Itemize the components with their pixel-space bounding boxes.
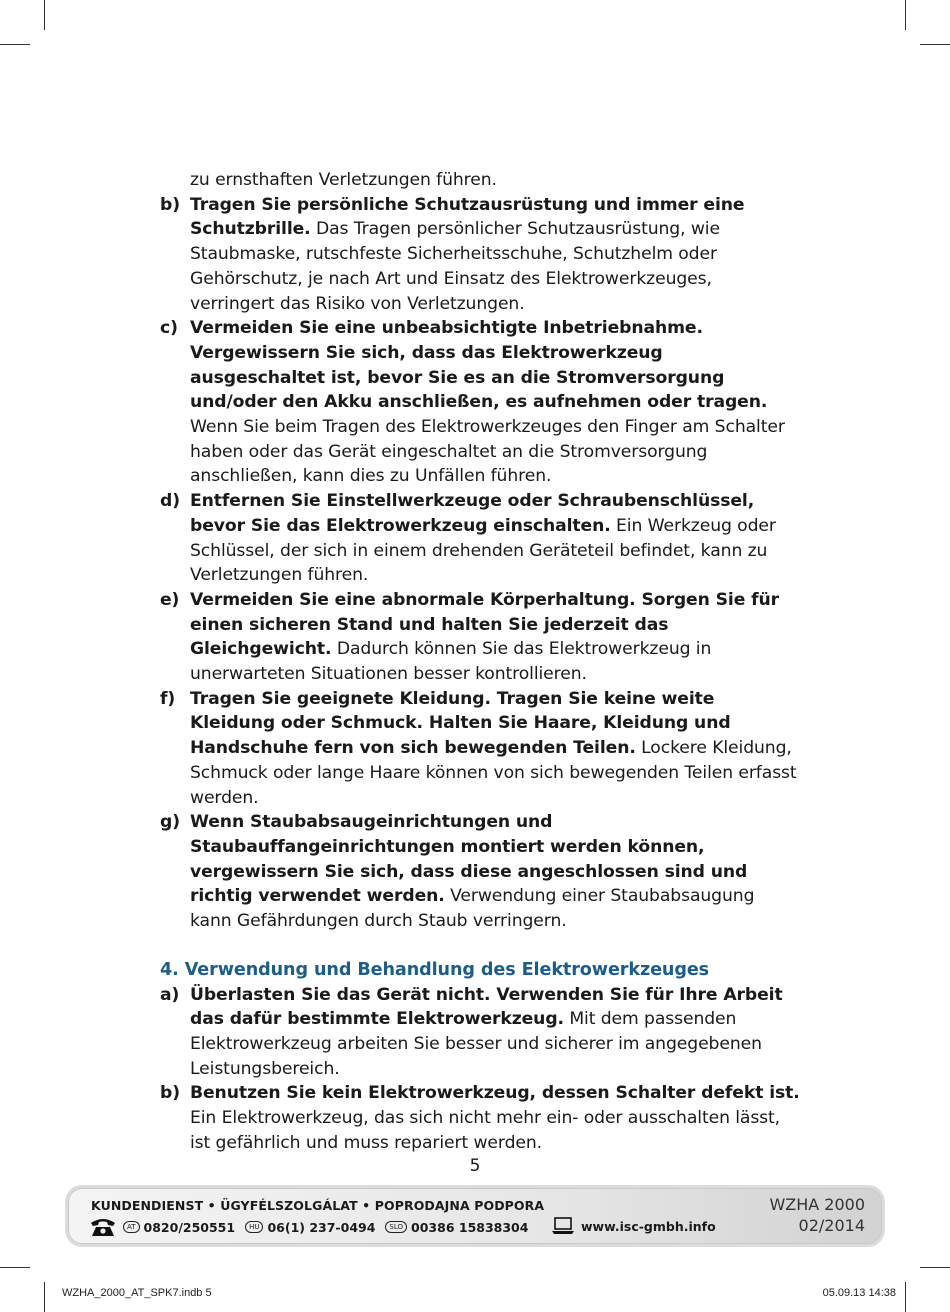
- list-item: [160, 1081, 800, 1155]
- crop-mark: [0, 1267, 30, 1268]
- item-label: d): [160, 491, 180, 512]
- section-list: [160, 983, 800, 1156]
- item-text: Ein Elektrowerkzeug, das sich nicht mehr ein- oder ausschalten lässt, ist gefährlich und muss repariert werden.: [190, 1108, 781, 1153]
- safety-list: [160, 193, 800, 934]
- crop-mark: [905, 1282, 906, 1312]
- print-slug-timestamp: 05.09.13 14:38: [822, 1287, 896, 1299]
- item-text: Lockere Kleidung, Schmuck oder lange Haare können von sich bewegenden Teilen erfasst werden.: [190, 738, 797, 808]
- list-item: [160, 193, 800, 317]
- phone-row: [89, 1217, 528, 1237]
- website-row: [551, 1217, 716, 1235]
- phone-number: 06(1) 237-0494: [267, 1219, 376, 1235]
- item-bold: Tragen Sie geeignete Kleidung. Tragen Sie keine weite Kleidung oder Schmuck. Halten Sie Haare, Kleidung und Handschuhe fern von sich bewegenden Teilen.: [190, 688, 731, 759]
- country-badge: AT: [123, 1221, 140, 1233]
- item-label: c): [160, 318, 178, 339]
- item-bold: Vermeiden Sie eine abnormale Körperhaltung. Sorgen Sie für einen sicheren Stand und halten Sie jederzeit das Gleichgewicht.: [190, 589, 780, 660]
- model-date: 02/2014: [798, 1216, 865, 1235]
- item-label: g): [160, 812, 180, 833]
- item-bold: Wenn Staubabsaugeinrichtungen und Staubauffangeinrichtungen montiert werden können, vergewissern Sie sich, dass diese angeschlossen sind und richtig verwendet werden.: [190, 812, 748, 907]
- intro-line: zu ernsthaften Verletzungen führen.: [190, 170, 497, 190]
- list-item: [160, 588, 800, 687]
- list-item: [160, 316, 800, 489]
- service-footer: [68, 1188, 882, 1244]
- crop-mark: [920, 1267, 950, 1268]
- list-item: [160, 687, 800, 811]
- item-text: Dadurch können Sie das Elektrowerkzeug in unerwarteten Situationen besser kontrollieren.: [190, 639, 712, 685]
- print-slug-file: WZHA_2000_AT_SPK7.indb 5: [62, 1287, 212, 1299]
- item-label: f): [160, 688, 176, 709]
- phone-number: 00386 15838304: [411, 1219, 529, 1235]
- crop-mark: [920, 44, 950, 45]
- crop-mark: [44, 1282, 45, 1312]
- item-bold: Überlasten Sie das Gerät nicht. Verwenden Sie für Ihre Arbeit das dafür bestimmte Elektrowerkzeug.: [190, 984, 783, 1030]
- item-label: b): [160, 1083, 180, 1104]
- phone-icon: [89, 1217, 117, 1237]
- laptop-icon: [551, 1217, 575, 1235]
- item-bold: Entfernen Sie Einstellwerkzeuge oder Schraubenschlüssel, bevor Sie das Elektrowerkzeug einschalten.: [190, 491, 755, 536]
- phone-number: 0820/250551: [143, 1219, 236, 1235]
- country-badge: HU: [245, 1221, 263, 1233]
- list-item: [160, 810, 800, 934]
- service-label: KUNDENDIENST • ÜGYFÉLSZOLGÁLAT • POPRODAJNA PODPORA: [91, 1198, 545, 1213]
- crop-mark: [44, 0, 45, 30]
- page-content: [160, 168, 800, 1155]
- country-badge: SLO: [385, 1221, 407, 1233]
- crop-mark: [0, 44, 30, 45]
- model-name: WZHA 2000: [769, 1195, 865, 1214]
- section-heading: 4. Verwendung und Behandlung des Elektrowerkzeuges: [160, 959, 710, 980]
- model-info: [769, 1194, 865, 1236]
- item-label: e): [160, 589, 180, 610]
- crop-mark: [905, 0, 906, 30]
- item-text: Mit dem passenden Elektrowerkzeug arbeiten Sie besser und sicherer im angegebenen Leistungsbereich.: [190, 1009, 762, 1079]
- list-item: [160, 983, 800, 1082]
- list-item: [160, 489, 800, 588]
- website-link[interactable]: www.isc-gmbh.info: [581, 1218, 716, 1234]
- item-bold: Tragen Sie persönliche Schutzausrüstung und immer eine Schutzbrille.: [190, 194, 745, 240]
- item-label: b): [160, 194, 180, 215]
- item-text: Das Tragen persönlicher Schutzausrüstung, wie Staubmaske, rutschfeste Sicherheitsschuhe, Schutzhelm oder Gehörschutz, je nach Art und Einsatz des Elektrowerkzeuges, verringert das Risiko von Verletzungen.: [190, 219, 720, 314]
- item-text: Wenn Sie beim Tragen des Elektrowerkzeuges den Finger am Schalter haben oder das Gerät eingeschaltet an die Stromversorgung anschließen, kann dies zu Unfällen führen.: [190, 417, 785, 487]
- item-text: Ein Werkzeug oder Schlüssel, der sich in einem drehenden Geräteteil befindet, kann zu Verletzungen führen.: [190, 515, 776, 586]
- page-number: 5: [469, 1156, 481, 1176]
- item-text: Verwendung einer Staubabsaugung kann Gefährdungen durch Staub verringern.: [190, 886, 755, 932]
- item-bold: Benutzen Sie kein Elektrowerkzeug, dessen Schalter defekt ist.: [190, 1083, 800, 1104]
- item-bold: Vermeiden Sie eine unbeabsichtigte Inbetriebnahme. Vergewissern Sie sich, dass das Elektrowerkzeug ausgeschaltet ist, bevor Sie es an die Stromversorgung und/oder den Akku anschließen, es aufnehmen oder tragen.: [190, 318, 768, 413]
- item-label: a): [160, 984, 180, 1005]
